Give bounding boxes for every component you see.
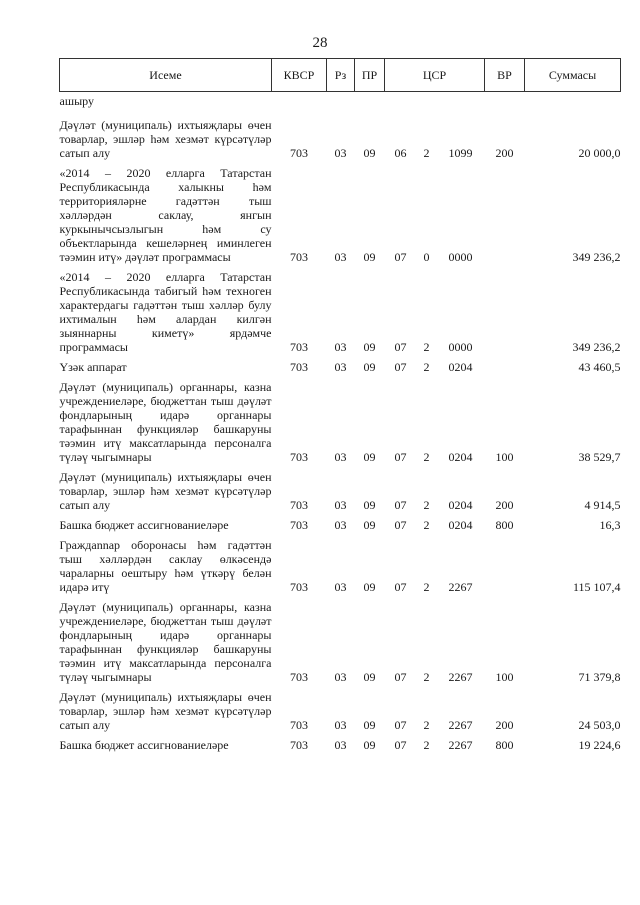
row-sum: 4 914,5 [584, 498, 621, 512]
row-rz: 03 [334, 518, 347, 532]
row-sum: 115 107,4 [572, 580, 621, 594]
row-csr-direction: 0204 [448, 498, 473, 512]
row-rz: 03 [334, 738, 347, 752]
row-vr [485, 92, 525, 119]
row-pr: 09 [363, 340, 376, 354]
row-vr: 800 [495, 518, 514, 532]
row-name: «2014 – 2020 елларга Татарстан Республикасында халыкны һәм территорияләрне гадәттән тыш хәлләрдән саклау, янгын куркынычсызлыгын һәм су объектларында кешеләрнең иминлеген тәэмин итү» дәүләт программасы [59, 166, 272, 264]
row-vr: 100 [495, 450, 514, 464]
header-vr: ВР [485, 59, 525, 92]
row-vr [485, 166, 525, 270]
row-kvsr: 703 [290, 340, 308, 354]
row-csr-direction [437, 92, 485, 119]
row-sum: 16,3 [599, 518, 621, 532]
row-pr: 09 [363, 360, 376, 374]
row-sum: 71 379,8 [578, 670, 621, 684]
row-name: «2014 – 2020 елларга Татарстан Республикасында табигый һәм техноген характердагы гадәттән тыш хәлләр булу ихтималын һәм алардан килгән зыяннарны киметү» ярдәмче программасы [59, 270, 272, 354]
header-csr: ЦСР [385, 59, 485, 92]
row-csr-direction: 0000 [448, 340, 473, 354]
row-vr: 200 [495, 718, 514, 732]
row-csr-program: 07 [394, 250, 407, 264]
row-csr-subprogram [417, 92, 437, 119]
row-name: Дәүләт (муниципаль) ихтыяҗлары өчен товарлар, эшләр һәм хезмәт күрсәтүләр сатып алу [59, 470, 272, 512]
row-csr-subprogram: 2 [423, 340, 430, 354]
row-csr-subprogram: 2 [423, 718, 430, 732]
row-csr-direction: 0000 [448, 250, 473, 264]
table-header-row [60, 59, 621, 92]
row-csr-program: 06 [394, 146, 407, 160]
header-pr: ПР [355, 59, 385, 92]
row-sum: 19 224,6 [578, 738, 621, 752]
row-csr-direction: 0204 [448, 518, 473, 532]
table-row [60, 360, 621, 380]
row-sum: 24 503,0 [578, 718, 621, 732]
row-csr-program [385, 92, 417, 119]
row-sum: 20 000,0 [578, 146, 621, 160]
row-csr-subprogram: 2 [423, 580, 430, 594]
table-row [60, 518, 621, 538]
table-row [60, 270, 621, 360]
row-csr-direction: 2267 [448, 718, 473, 732]
row-sum: 43 460,5 [578, 360, 621, 374]
budget-table [59, 58, 621, 758]
table-row [60, 600, 621, 690]
row-csr-direction: 2267 [448, 580, 473, 594]
row-csr-subprogram: 2 [423, 518, 430, 532]
row-name: Үзәк аппарат [59, 360, 127, 374]
header-rz: Рз [327, 59, 355, 92]
row-pr: 09 [363, 498, 376, 512]
row-csr-program: 07 [394, 738, 407, 752]
table-row [60, 92, 621, 119]
row-name: Дәүләт (муниципаль) органнары, казна учреждениеләре, бюджеттан тыш дәүләт фондларының идарә органнары тарафыннан функцияләр башкаруны тәэмин итү максатларында персоналга түләү чыгымнары [59, 600, 272, 684]
row-csr-program: 07 [394, 518, 407, 532]
row-rz: 03 [334, 670, 347, 684]
row-vr: 200 [495, 146, 514, 160]
row-pr: 09 [363, 670, 376, 684]
table-row [60, 380, 621, 470]
row-kvsr: 703 [290, 146, 308, 160]
row-vr [485, 360, 525, 380]
row-name: Башка бюджет ассигнованиеләре [59, 518, 229, 532]
row-name: Дәүләт (муниципаль) органнары, казна учреждениеләре, бюджеттан тыш дәүләт фондларының идарә органнары тарафыннан функцияләр башкаруны тәэмин итү максатларында персоналга түләү чыгымнары [59, 380, 272, 464]
header-name: Исеме [60, 59, 272, 92]
row-pr: 09 [363, 146, 376, 160]
row-vr [485, 270, 525, 360]
row-name: Дәүләт (муниципаль) ихтыяҗлары өчен товарлар, эшләр һәм хезмәт күрсәтүләр сатып алу [59, 118, 272, 160]
row-rz: 03 [334, 250, 347, 264]
row-pr: 09 [363, 738, 376, 752]
row-kvsr: 703 [290, 498, 308, 512]
row-csr-subprogram: 2 [423, 738, 430, 752]
row-csr-program: 07 [394, 580, 407, 594]
table-row [60, 118, 621, 166]
row-csr-direction: 1099 [448, 146, 473, 160]
row-vr [485, 538, 525, 600]
table-row [60, 690, 621, 738]
row-csr-subprogram: 2 [423, 146, 430, 160]
row-rz: 03 [334, 340, 347, 354]
row-csr-program: 07 [394, 340, 407, 354]
row-csr-direction: 2267 [448, 738, 473, 752]
row-pr: 09 [363, 580, 376, 594]
row-pr: 09 [363, 518, 376, 532]
row-sum: 38 529,7 [578, 450, 621, 464]
row-pr: 09 [363, 450, 376, 464]
row-csr-program: 07 [394, 498, 407, 512]
row-rz: 03 [334, 146, 347, 160]
row-name: Башка бюджет ассигнованиеләре [59, 738, 229, 752]
row-kvsr: 703 [290, 738, 308, 752]
row-kvsr: 703 [290, 250, 308, 264]
row-vr: 100 [495, 670, 514, 684]
table-row [60, 470, 621, 518]
row-kvsr [272, 92, 327, 119]
row-kvsr: 703 [290, 580, 308, 594]
row-rz: 03 [334, 718, 347, 732]
header-sum: Суммасы [525, 59, 621, 92]
row-kvsr: 703 [290, 518, 308, 532]
row-csr-subprogram: 2 [423, 450, 430, 464]
row-csr-subprogram: 2 [423, 498, 430, 512]
row-sum: 349 236,2 [572, 250, 621, 264]
row-name: Граждannар оборонасы һәм гадәттән тыш хәлләрдән саклау өлкәсендә чараларны оештыру һәм үткәрү белән идарә итү [59, 538, 272, 594]
row-csr-program: 07 [394, 670, 407, 684]
row-name: Дәүләт (муниципаль) ихтыяҗлары өчен товарлар, эшләр һәм хезмәт күрсәтүләр сатып алу [59, 690, 272, 732]
table-row [60, 538, 621, 600]
row-name: ашыру [59, 94, 94, 108]
row-sum: 349 236,2 [572, 340, 621, 354]
row-sum [525, 92, 621, 119]
row-rz: 03 [334, 580, 347, 594]
row-csr-subprogram: 0 [423, 250, 430, 264]
row-csr-program: 07 [394, 450, 407, 464]
header-kvsr: КВСР [272, 59, 327, 92]
row-csr-direction: 0204 [448, 360, 473, 374]
page-number: 28 [312, 35, 328, 51]
row-rz [327, 92, 355, 119]
table-row [60, 166, 621, 270]
table-row [60, 738, 621, 758]
row-pr: 09 [363, 250, 376, 264]
row-csr-direction: 0204 [448, 450, 473, 464]
row-rz: 03 [334, 450, 347, 464]
row-kvsr: 703 [290, 670, 308, 684]
row-vr: 800 [495, 738, 514, 752]
row-csr-subprogram: 2 [423, 360, 430, 374]
row-kvsr: 703 [290, 450, 308, 464]
row-csr-program: 07 [394, 360, 407, 374]
row-kvsr: 703 [290, 718, 308, 732]
row-kvsr: 703 [290, 360, 308, 374]
row-csr-subprogram: 2 [423, 670, 430, 684]
row-csr-direction: 2267 [448, 670, 473, 684]
row-csr-program: 07 [394, 718, 407, 732]
row-rz: 03 [334, 498, 347, 512]
row-pr: 09 [363, 718, 376, 732]
row-vr: 200 [495, 498, 514, 512]
row-pr [355, 92, 385, 119]
row-rz: 03 [334, 360, 347, 374]
